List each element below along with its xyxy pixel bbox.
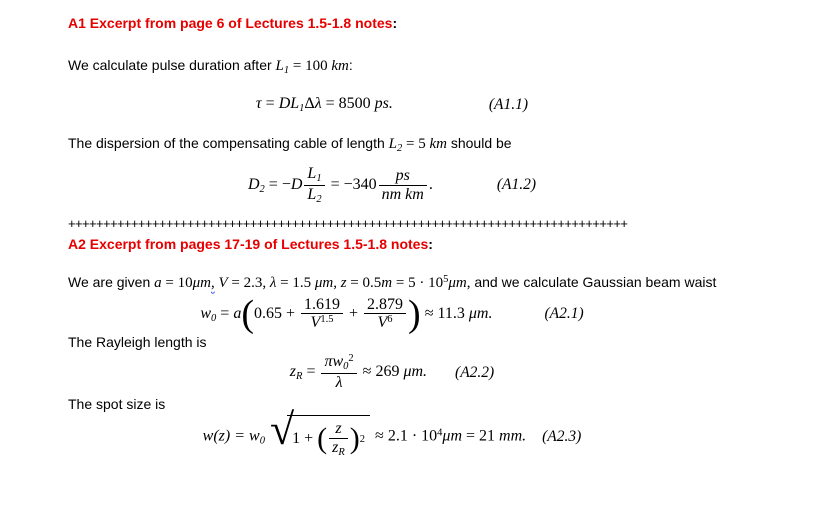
equation-a1-2-number: (A1.2): [496, 176, 536, 194]
a1-dispersion-text: The dispersion of the compensating cable of length: [68, 135, 389, 151]
equation-a2-3-number: (A2.3): [542, 427, 582, 445]
equation-a2-1-number: (A2.1): [544, 304, 584, 322]
section-a2-heading-colon: :: [428, 235, 433, 252]
equation-a1-2: [68, 165, 716, 206]
section-a1-heading-text: A1 Excerpt from page 6 of Lectures 1.5-1.8 notes: [68, 15, 393, 31]
section-a1-heading: [68, 14, 818, 32]
a1-intro-line: [68, 55, 768, 81]
equation-a1-1: [68, 95, 716, 114]
equation-a2-2-number: (A2.2): [455, 363, 495, 381]
section-a2-heading-text: A2 Excerpt from pages 17-19 of Lectures 1.5-1.8 notes: [68, 235, 429, 252]
equation-a1-1-number: (A1.1): [488, 95, 529, 113]
equation-a2-3-formula: w(z) = w0 √ 1 + ( $\frac{z}{zR}$ ) 2 ≈ $2.1 \cdot 10^4\mu m = 21$ mm.: [202, 404, 527, 458]
plus-divider: ++++++++++++++++++++++++++++++++++++++++++++++++++++++++++++++++++++++++++++++++: [68, 215, 628, 231]
a2-rayleigh-line: The Rayleigh length is: [68, 334, 207, 351]
a2-given-line: [68, 269, 764, 294]
equation-a2-2-formula: zR = $\frac{\pi w0^2}{\lambda}$ ≈ 269 μm.: [289, 353, 428, 392]
a1-dispersion-line: [68, 133, 768, 159]
equation-a2-1: [68, 292, 716, 335]
a2-given-math: a = 10μm, V = 2.3, λ = 1.5 μm, $z = 0.5m = 5 \cdot 10^5\mu m$,: [154, 273, 471, 291]
equation-a2-3: [68, 404, 716, 459]
equation-a1-2-formula: D2 = −D $\frac{L1}{L2}$ = −340 $\frac{ps}{\text{nm km}}$ .: [247, 165, 433, 205]
a2-given-tail: and we calculate Gaussian beam waist: [470, 273, 717, 290]
a1-intro-text: We calculate pulse duration after: [68, 57, 276, 73]
equation-a2-1-formula: w0 = a(0.65 + $\frac{1.619}{V^{1.5}}$ + $\frac{2.879}{V^6}$ ) ≈ 11.3 μm.: [200, 292, 493, 335]
a1-dispersion-tail: should be: [446, 135, 512, 151]
a1-dispersion-math: $L_2 = 5$ km: [388, 136, 447, 154]
equation-a2-2: [68, 353, 716, 392]
equation-a1-1-formula: τ = DL1Δλ = 8500 ps.: [255, 95, 393, 114]
a2-spot-line: The spot size is: [68, 395, 166, 412]
a1-intro-math: $L_1 = 100$ km: [275, 58, 349, 76]
section-a2-heading: [68, 235, 818, 253]
section-a1-heading-colon: :: [392, 15, 398, 31]
a2-given-text: We are given: [68, 273, 155, 290]
a1-intro-colon: :: [348, 57, 353, 73]
